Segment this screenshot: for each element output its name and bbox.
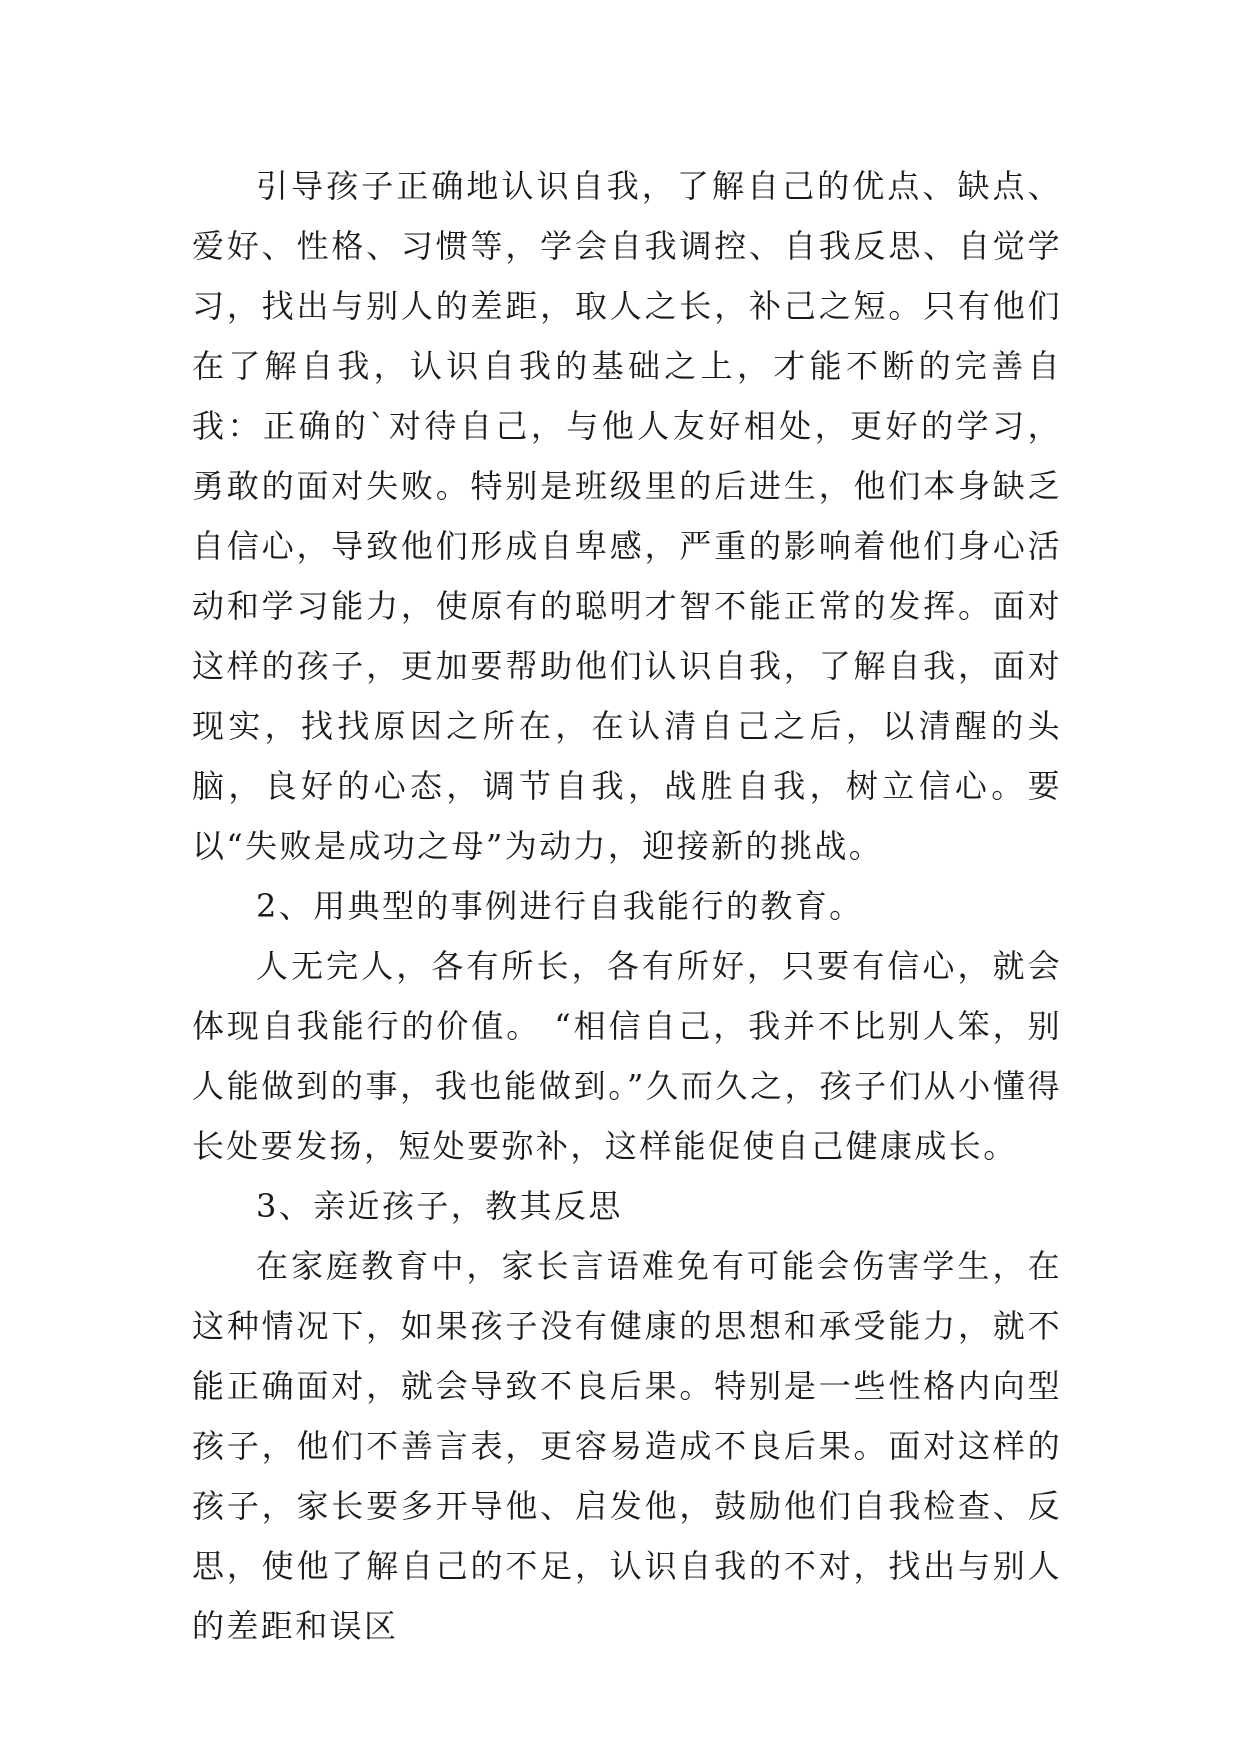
paragraph-self-awareness: 引导孩子正确地认识自我，了解自己的优点、缺点、爱好、性格、习惯等，学会自我调控、自我反思、自觉学习，找出与别人的差距，取人之长，补己之短。只有他们在了解自我，认识自我的基础之上，才能不断的完善自我：正确的`对待自己，与他人友好相处，更好的学习，勇敢的面对失败。特别是班级里的后进生，他们本身缺乏自信心，导致他们形成自卑感，严重的影响着他们身心活动和学习能力，使原有的聪明才智不能正常的发挥。面对这样的孩子，更加要帮助他们认识自我，了解自我，面对现实，找找原因之所在，在认清自己之后，以清醒的头脑，良好的心态，调节自我，战胜自我，树立信心。要以“失败是成功之母”为动力，迎接新的挑战。 xyxy=(192,167,1062,865)
paragraph-self-capability: 人无完人，各有所长，各有所好，只要有信心，就会体现自我能行的价值。 “相信自己，我并不比别人笨，别人能做到的事，我也能做到。”久而久之，孩子们从小懂得长处要发扬，短处要弥补，这样能促使自己健康成长。 xyxy=(192,947,1062,1165)
paragraph-family-education: 在家庭教育中，家长言语难免有可能会伤害学生，在这种情况下，如果孩子没有健康的思想和承受能力，就不能正确面对，就会导致不良后果。特别是一些性格内向型孩子，他们不善言表，更容易造成不良后果。面对这样的孩子，家长要多开导他、启发他，鼓励他们自我检查、反思，使他了解自己的不足，认识自我的不对，找出与别人的差距和误区 xyxy=(192,1247,1062,1645)
document-body xyxy=(192,156,1062,1656)
section-heading-typical-examples: 2、用典型的事例进行自我能行的教育。 xyxy=(256,887,864,925)
section-heading-close-to-children: 3、亲近孩子，教其反思 xyxy=(256,1187,623,1225)
